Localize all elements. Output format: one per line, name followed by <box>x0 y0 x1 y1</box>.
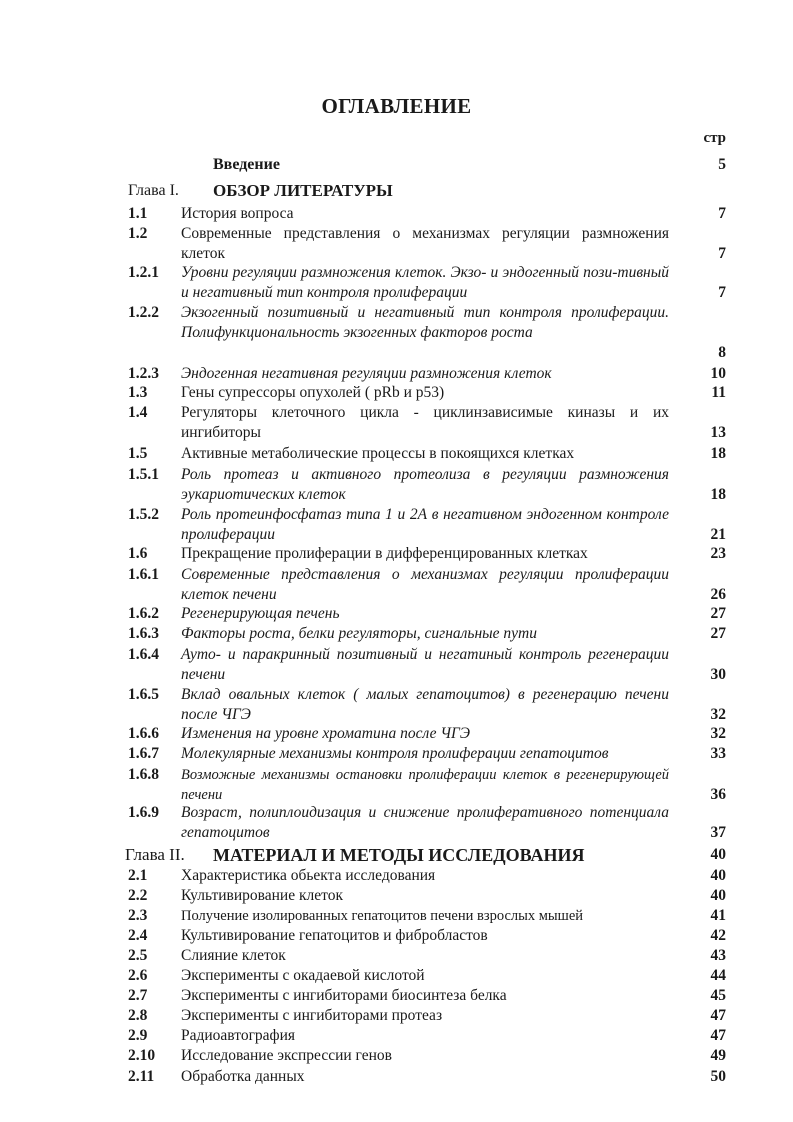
section-number: 1.6.5 <box>128 686 159 703</box>
section-number: 2.6 <box>128 967 148 984</box>
section-title: Исследование экспрессии генов <box>181 1047 392 1064</box>
toc-entry <box>0 604 793 624</box>
toc-entry <box>0 544 793 564</box>
section-title: Современные представления о механизмах регуляции пролиферации клеток печени <box>181 566 669 603</box>
toc-page-number: 18 <box>710 445 726 462</box>
toc-entry <box>0 1067 793 1087</box>
section-title: Прекращение пролиферации в дифференцированных клетках <box>181 545 588 562</box>
toc-page-number: 5 <box>718 156 726 173</box>
section-title: Возможные механизмы остановки пролиферации клеток в регенерирующей печени <box>181 767 669 803</box>
chapter-title: МАТЕРИАЛ И МЕТОДЫ ИССЛЕДОВАНИЯ <box>213 845 585 865</box>
toc-entry <box>0 744 793 764</box>
toc-entry <box>0 886 793 906</box>
section-title: Современные представления о механизмах регуляции размножения клеток <box>181 225 669 262</box>
section-title: Культивирование гепатоцитов и фибробластов <box>181 927 488 944</box>
section-title: Гены супрессоры опухолей ( pRb и p53) <box>181 384 445 401</box>
section-title: Роль протеаз и активного протеолиза в регуляции размножения эукариотических клеток <box>181 466 669 503</box>
section-number: 1.6.8 <box>128 766 159 783</box>
section-number: 1.1 <box>128 205 148 222</box>
toc-entry <box>0 465 793 505</box>
section-title: Характеристика обьекта исследования <box>181 867 436 884</box>
section-title: Культивирование клеток <box>181 887 343 904</box>
section-title: Слияние клеток <box>181 947 286 964</box>
toc-entry <box>0 303 793 363</box>
toc-entry <box>0 645 793 685</box>
section-number: 1.6.9 <box>128 804 159 821</box>
toc-entry <box>0 986 793 1006</box>
toc-page-number: 10 <box>710 365 726 382</box>
toc-page-number: 11 <box>711 384 726 401</box>
section-number: 1.5.1 <box>128 466 159 483</box>
section-number: 2.9 <box>128 1027 148 1044</box>
toc-entry <box>0 966 793 986</box>
toc-page-number: 21 <box>710 526 726 543</box>
section-title: Роль протеинфосфатаз типа 1 и 2А в негативном эндогенном контроле пролиферации <box>181 506 669 543</box>
section-number: 2.4 <box>128 927 148 944</box>
section-number: 1.2.1 <box>128 264 159 281</box>
section-title: Вклад овальных клеток ( малых гепатоцитов) в регенерацию печени после ЧГЭ <box>181 686 669 723</box>
section-number: 2.7 <box>128 987 148 1004</box>
toc-entry <box>0 803 793 843</box>
section-number: 1.6 <box>128 545 148 562</box>
section-number: 2.2 <box>128 887 148 904</box>
section-number: 1.4 <box>128 404 148 421</box>
toc-page-number: 40 <box>710 846 726 863</box>
section-number: 1.5 <box>128 445 148 462</box>
toc-entry <box>0 1026 793 1046</box>
toc-page-number: 32 <box>710 725 726 742</box>
toc-page-number: 7 <box>718 245 726 262</box>
toc-page-number: 33 <box>710 745 726 762</box>
toc-entry <box>0 383 793 403</box>
toc-page-number: 37 <box>710 824 726 841</box>
toc-page-number: 50 <box>710 1068 726 1085</box>
toc-page-number: 8 <box>718 344 726 361</box>
section-title: Факторы роста, белки регуляторы, сигнальные пути <box>181 625 538 642</box>
section-number: 2.5 <box>128 947 148 964</box>
chapter-label: Глава II. <box>125 845 185 864</box>
toc-page-number: 40 <box>710 887 726 904</box>
toc-page-number: 45 <box>710 987 726 1004</box>
toc-entry <box>0 685 793 725</box>
section-number: 2.3 <box>128 907 148 924</box>
section-title: Регенерирующая печень <box>181 605 340 622</box>
toc-page-number: 27 <box>710 625 726 642</box>
toc-page-number: 49 <box>710 1047 726 1064</box>
toc-page-number: 40 <box>710 867 726 884</box>
section-number: 1.6.7 <box>128 745 159 762</box>
section-number: 2.10 <box>128 1047 156 1064</box>
toc-entry <box>0 866 793 886</box>
section-number: 1.6.1 <box>128 566 159 583</box>
toc-entry <box>0 724 793 744</box>
section-title: Радиоавтография <box>181 1027 296 1044</box>
toc-page-number: 36 <box>710 786 726 803</box>
toc-entry <box>0 926 793 946</box>
section-title: Активные метаболические процессы в покоящихся клетках <box>181 445 575 462</box>
section-title: История вопроса <box>181 205 294 222</box>
section-number: 1.6.2 <box>128 605 159 622</box>
toc-entry <box>0 204 793 224</box>
chapter-title: ОБЗОР ЛИТЕРАТУРЫ <box>213 181 393 200</box>
section-title: Получение изолированных гепатоцитов печени взрослых мышей <box>181 908 584 924</box>
section-title: Обработка данных <box>181 1068 305 1085</box>
toc-entry <box>0 364 793 384</box>
toc-entry <box>0 1006 793 1026</box>
section-number: 2.1 <box>128 867 148 884</box>
toc-page-number: 47 <box>710 1007 726 1024</box>
toc-page-number: 27 <box>710 605 726 622</box>
toc-page-number: 23 <box>710 545 726 562</box>
section-number: 1.6.3 <box>128 625 159 642</box>
toc-entry <box>0 444 793 464</box>
section-title: Молекулярные механизмы контроля пролиферации гепатоцитов <box>181 745 609 762</box>
section-title: Ауто- и паракринный позитивный и негатиный контроль регенерации печени <box>181 646 669 683</box>
toc-page-number: 7 <box>718 284 726 301</box>
toc-page-number: 13 <box>710 424 726 441</box>
toc-page-number: 32 <box>710 706 726 723</box>
section-title: Эксперименты с окадаевой кислотой <box>181 967 425 984</box>
page-title: ОГЛАВЛЕНИЕ <box>321 94 472 118</box>
section-number: 1.3 <box>128 384 148 401</box>
section-number: 1.5.2 <box>128 506 159 523</box>
toc-page-number: 42 <box>710 927 726 944</box>
section-title: Регуляторы клеточного цикла - циклинзависимые киназы и их ингибиторы <box>181 404 669 441</box>
section-number: 1.6.4 <box>128 646 159 663</box>
toc-entry <box>0 765 793 805</box>
toc-entry <box>0 263 793 303</box>
section-number: 1.2.2 <box>128 304 159 321</box>
chapter-label: Глава I. <box>128 182 179 199</box>
section-title: Эксперименты с ингибиторами биосинтеза белка <box>181 987 507 1004</box>
section-title: Эндогенная негативная регуляции размножения клеток <box>181 365 552 382</box>
toc-entry <box>0 224 793 264</box>
section-number: 1.6.6 <box>128 725 159 742</box>
section-title: Изменения на уровне хроматина после ЧГЭ <box>181 725 470 742</box>
toc-entry <box>0 624 793 644</box>
toc-page-number: 43 <box>710 947 726 964</box>
section-number: 2.8 <box>128 1007 148 1024</box>
toc-page-number: 30 <box>710 666 726 683</box>
section-title: Эксперименты с ингибиторами протеаз <box>181 1007 443 1024</box>
page-column-label: стр <box>703 130 726 146</box>
toc-page-number: 47 <box>710 1027 726 1044</box>
toc-entry <box>0 1046 793 1066</box>
toc-entry <box>0 505 793 545</box>
toc-page-number: 26 <box>710 586 726 603</box>
section-number: 1.2 <box>128 225 148 242</box>
toc-entry <box>0 906 793 926</box>
section-title: Возраст, полиплоидизация и снижение пролиферативного потенциала гепатоцитов <box>181 804 669 841</box>
section-title: Уровни регуляции размножения клеток. Экзо- и эндогенный пози-тивный и негативный тип контроля пролиферации <box>181 264 669 301</box>
toc-page-number: 44 <box>710 967 726 984</box>
toc-page-number: 18 <box>710 486 726 503</box>
section-title: Экзогенный позитивный и негативный тип контроля пролиферации. Полифункциональность экзогенных факторов роста <box>181 304 669 341</box>
toc-entry <box>0 946 793 966</box>
toc-entry <box>0 403 793 443</box>
toc-page-number: 41 <box>710 907 726 924</box>
section-number: 2.11 <box>128 1068 155 1085</box>
section-number: 1.2.3 <box>128 365 159 382</box>
toc-entry <box>0 565 793 605</box>
toc-page-number: 7 <box>718 205 726 222</box>
toc-intro-label: Введение <box>213 156 280 173</box>
